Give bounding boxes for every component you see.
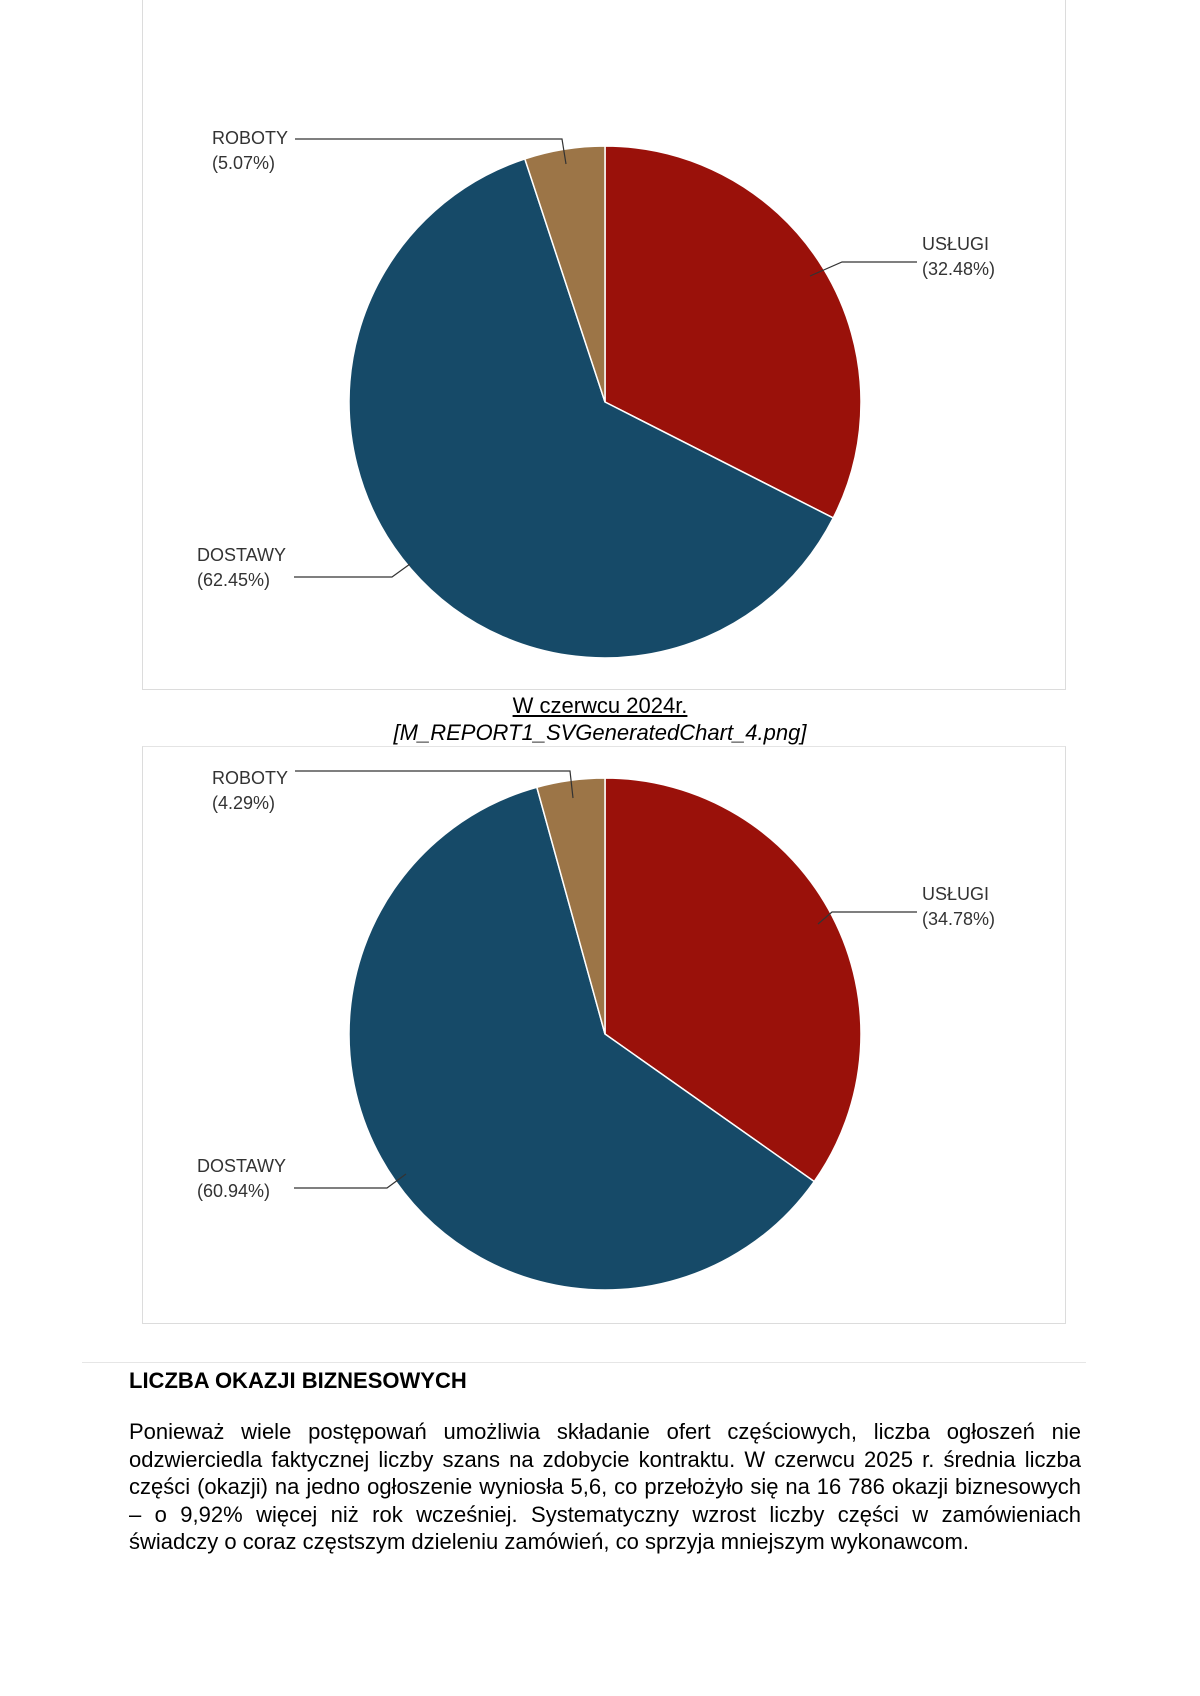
pie-1-leader-dostawy [294, 564, 410, 577]
chart-2-title: W czerwcu 2024r. [512, 693, 688, 718]
pie-2-leader-dostawy [294, 1174, 406, 1188]
pie-2-label-dostawy: DOSTAWY [197, 1156, 286, 1176]
pie-chart-2 [142, 746, 1066, 1324]
pie-2-label-roboty: ROBOTY [212, 768, 289, 788]
pie-1-value-usługi: (32.48%) [922, 259, 996, 279]
pie-2-value-dostawy: (60.94%) [197, 1181, 271, 1201]
pie-1-value-roboty: (5.07%) [212, 153, 276, 173]
pie-1-label-dostawy: DOSTAWY [197, 545, 286, 565]
section-divider [82, 1362, 1086, 1363]
pie-chart-1 [142, 0, 1066, 690]
pie-1-label-roboty: ROBOTY [212, 128, 289, 148]
pie-2-label-usługi: USŁUGI [922, 884, 990, 904]
pie-2-value-usługi: (34.78%) [922, 909, 996, 929]
pie-1-value-dostawy: (62.45%) [197, 570, 271, 590]
pie-1-label-usługi: USŁUGI [922, 234, 990, 254]
section-paragraph: Ponieważ wiele postępowań umożliwia składanie ofert częściowych, liczba ogłoszeń nie odzwierciedla faktycznej liczby szans na zdobycie kontraktu. W czerwcu 2025 r. średnia liczba części (okazji) na jedno ogłoszenie wyniosła 5,6, co przełożyło się na 16 786 okazji biznesowych – o 9,92% więcej niż rok wcześniej. Systematyczny wzrost liczby części w zamówieniach świadczy o coraz częstszym dzieleniu zamówień, co sprzyja mniejszym wykonawcom. [129, 1419, 1081, 1554]
section-heading: LICZBA OKAZJI BIZNESOWYCH [129, 1368, 467, 1393]
pie-2-value-roboty: (4.29%) [212, 793, 276, 813]
chart-2-filename: [M_REPORT1_SVGeneratedChart_4.png] [393, 720, 807, 745]
